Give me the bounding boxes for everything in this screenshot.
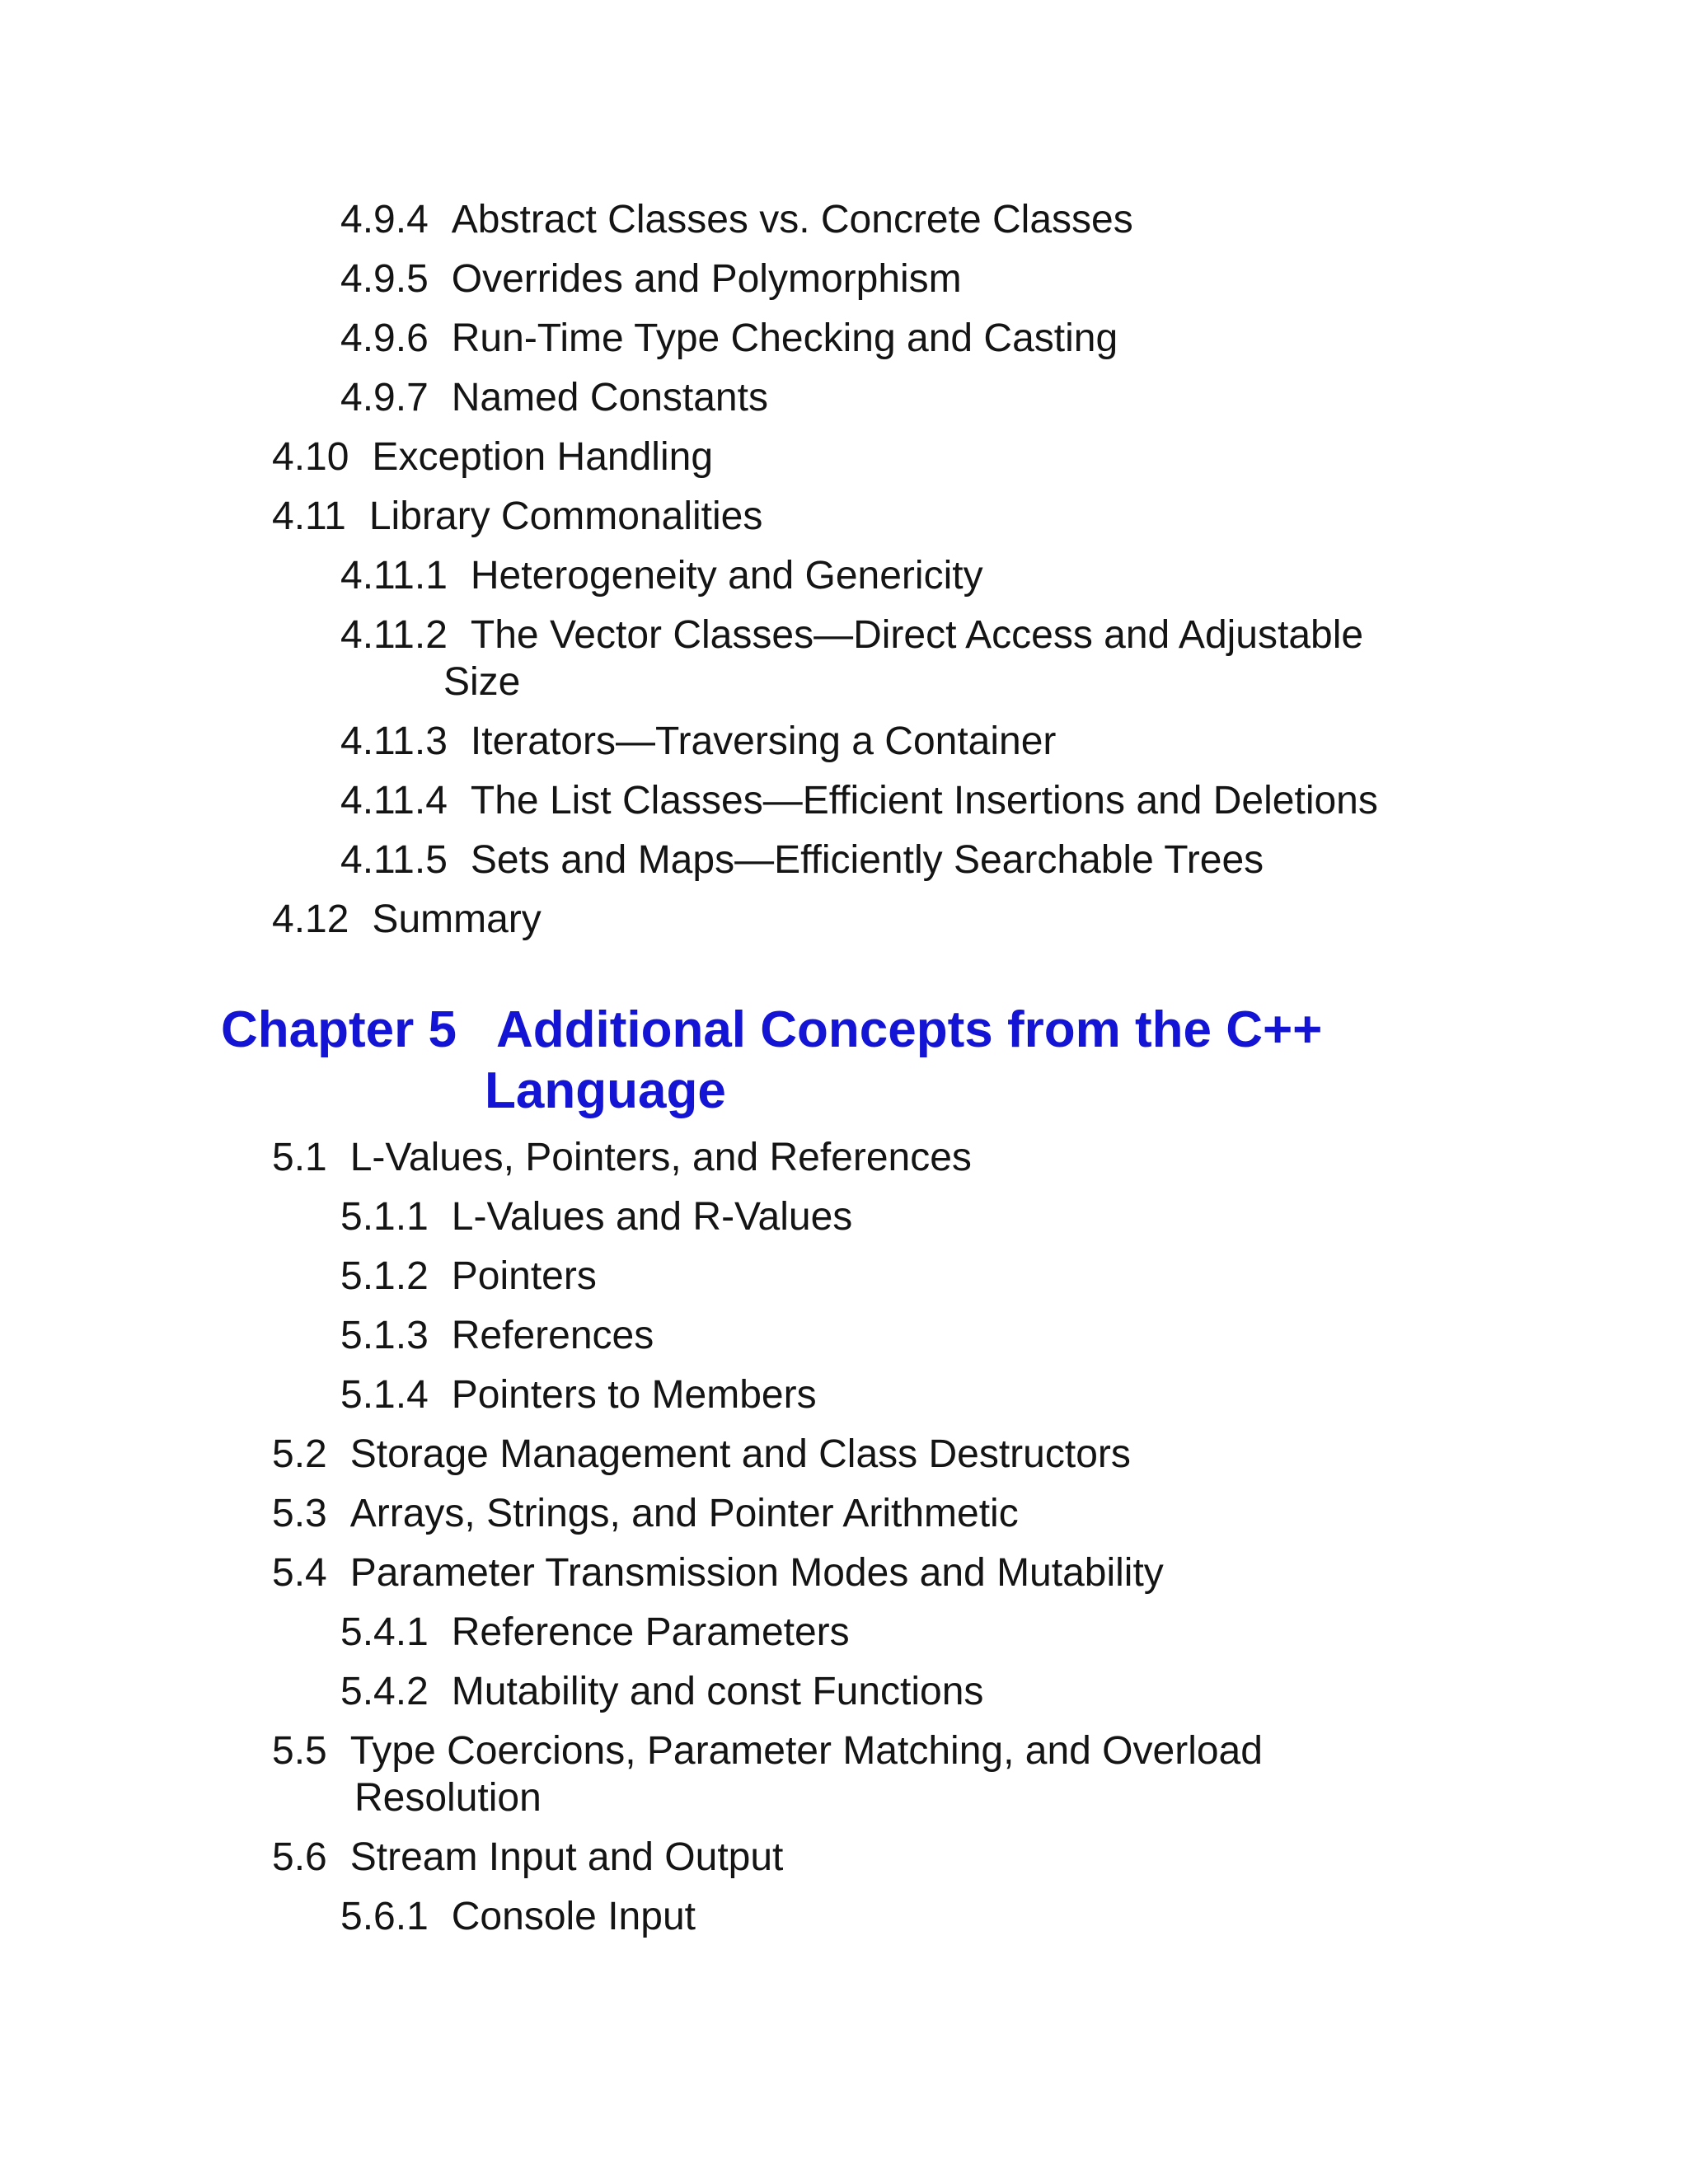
toc-entry-number: 4.11.1 [340,554,448,598]
toc-entry-5-5 [272,1727,1263,1775]
toc-entry-4-11-1 [340,552,983,600]
toc-entry-number: 4.11.5 [340,838,448,882]
toc-entry-4-10 [272,434,713,481]
toc-entry-number: 5.1.4 [340,1373,429,1417]
toc-entry-title: Overrides and Polymorphism [451,257,962,301]
toc-entry-number: 4.9.7 [340,376,429,419]
toc-entry-title: Exception Handling [372,435,714,479]
toc-entry-number: 5.4.1 [340,1610,429,1654]
chapter-title: Additional Concepts from the C++ [495,1001,1323,1058]
toc-entry-title: Abstract Classes vs. Concrete Classes [451,198,1133,241]
toc-entry-5-4-2 [340,1668,983,1716]
toc-entry-number: 5.4.2 [340,1670,429,1713]
toc-entry-4-9-7 [340,374,768,422]
toc-entry-5-1-4 [340,1371,817,1419]
toc-entry-title: Library Commonalities [368,494,763,538]
toc-entry-number: 4.11 [272,494,346,538]
toc-entry-title: Named Constants [451,376,768,419]
toc-entry-5-6-1 [340,1893,696,1941]
toc-entry-title: Arrays, Strings, and Pointer Arithmetic [349,1492,1019,1535]
toc-entry-number: 5.5 [272,1729,327,1773]
toc-entry-4-11-3 [340,718,1056,766]
toc-entry-4-11-5 [340,837,1264,884]
toc-entry-4-12 [272,896,542,944]
toc-entry-title: Type Coercions, Parameter Matching, and Overload [349,1729,1263,1773]
chapter-title-continuation: Language [485,1062,726,1119]
toc-entry-title: Heterogeneity and Genericity [470,554,983,598]
toc-entry-title: Summary [372,898,542,941]
toc-entry-5-2 [272,1431,1131,1479]
toc-entry-title: The List Classes—Efficient Insertions and Deletions [470,779,1378,823]
chapter-heading [221,999,1322,1062]
toc-entry-5-1-3 [340,1312,654,1360]
toc-entry-number: 4.9.4 [340,198,429,241]
toc-entry-number: 5.1 [272,1136,327,1179]
toc-entry-title: Stream Input and Output [349,1835,784,1879]
toc-entry-title: L-Values, Pointers, and References [349,1136,972,1179]
toc-entry-title: References [451,1314,654,1357]
toc-entry-number: 4.11.3 [340,719,448,763]
toc-entry-4-11-2 [340,612,1363,659]
toc-entry-title: Console Input [451,1895,696,1938]
toc-entry-number: 5.1.2 [340,1254,429,1298]
toc-entry-title: Reference Parameters [451,1610,850,1654]
toc-entry-4-9-6 [340,315,1118,363]
toc-entry-title: The Vector Classes—Direct Access and Adjustable [470,613,1364,657]
toc-entry-title: Pointers [451,1254,597,1298]
toc-entry-title: L-Values and R-Values [451,1195,853,1239]
toc-entry-number: 4.10 [272,435,349,479]
toc-entry-number: 5.3 [272,1492,327,1535]
toc-entry-5-1 [272,1134,972,1182]
toc-entry-number: 4.11.2 [340,613,448,657]
toc-entry-title: Storage Management and Class Destructors [349,1432,1131,1476]
toc-entry-number: 4.9.6 [340,316,429,360]
toc-entry-number: 5.1.3 [340,1314,429,1357]
toc-entry-4-9-4 [340,196,1133,244]
toc-entry-number: 5.6 [272,1835,327,1879]
toc-entry-number: 5.6.1 [340,1895,429,1938]
toc-entry-number: 4.9.5 [340,257,429,301]
toc-entry-title: Mutability and const Functions [451,1670,984,1713]
toc-entry-title-continuation: Resolution [354,1776,542,1820]
toc-entry-5-1-2 [340,1253,597,1301]
toc-entry-title: Sets and Maps—Efficiently Searchable Trees [470,838,1264,882]
toc-entry-number: 5.4 [272,1551,327,1595]
toc-entry-title: Iterators—Traversing a Container [470,719,1057,763]
toc-entry-title: Pointers to Members [451,1373,817,1417]
toc-entry-4-9-5 [340,255,962,303]
toc-entry-number: 4.11.4 [340,779,448,823]
toc-entry-4-11-4 [340,777,1378,825]
chapter-label: Chapter 5 [221,1001,457,1058]
toc-entry-title: Parameter Transmission Modes and Mutability [349,1551,1164,1595]
toc-entry-5-3 [272,1490,1019,1538]
toc-entry-5-4-1 [340,1609,850,1657]
toc-entry-number: 5.1.1 [340,1195,429,1239]
toc-entry-title: Run-Time Type Checking and Casting [451,316,1118,360]
toc-entry-number: 4.12 [272,898,349,941]
toc-entry-number: 5.2 [272,1432,327,1476]
toc-entry-5-1-1 [340,1193,852,1241]
toc-entry-5-6 [272,1834,783,1882]
toc-entry-title-continuation: Size [443,660,521,704]
toc-entry-5-4 [272,1549,1164,1597]
toc-entry-4-11 [272,493,762,541]
